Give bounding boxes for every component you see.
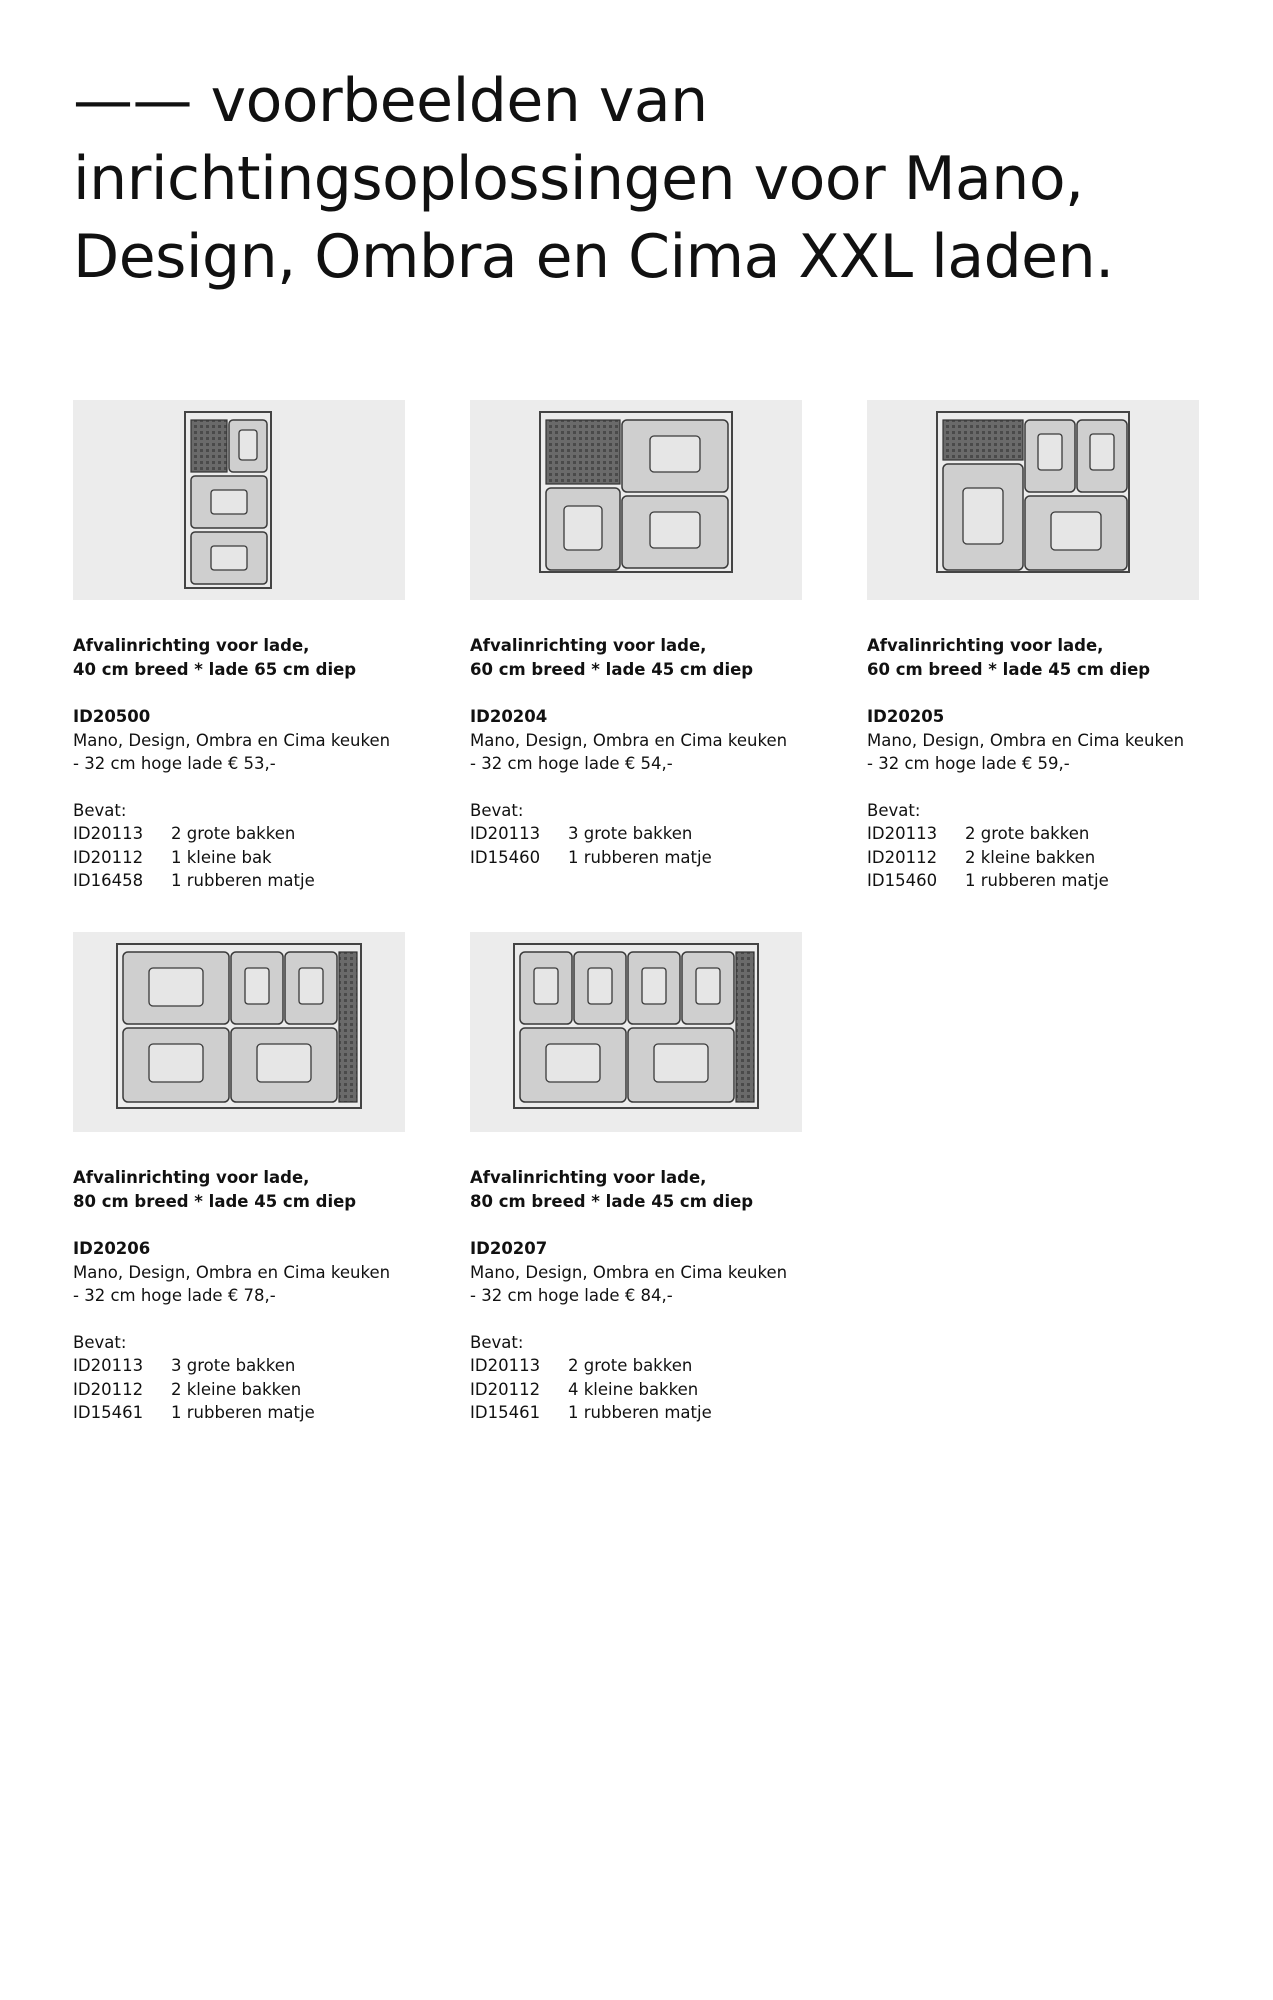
page-title: —— voorbeelden van inrichtingsoplossingen voor Mano, Design, Ombra en Cima XXL laden. [73,66,1114,292]
product-card-id20207 [470,932,850,1425]
contents-row: ID15461 1 rubberen matje [470,1403,712,1422]
contents-row: ID20113 2 grote bakken [470,1356,693,1375]
product-description: Mano, Design, Ombra en Cima keuken - 32 cm hoge lade € 53,- [73,730,391,773]
product-heading: Afvalinrichting voor lade, 40 cm breed * lade 65 cm diep [73,636,357,679]
product-heading: Afvalinrichting voor lade, 60 cm breed * lade 45 cm diep [470,636,754,679]
contents-row: ID15461 1 rubberen matje [73,1403,315,1422]
product-id: ID20204 [470,707,548,726]
product-id: ID20500 [73,707,151,726]
contents-row: ID15460 1 rubberen matje [470,847,712,867]
contents-row: ID20112 4 kleine bakken [470,1379,699,1399]
product-card-id20206 [73,932,453,1425]
product-heading: Afvalinrichting voor lade, 80 cm breed * lade 45 cm diep [470,1168,754,1211]
product-description: Mano, Design, Ombra en Cima keuken - 32 cm hoge lade € 78,- [73,1262,391,1305]
contents-row: ID20112 2 kleine bakken [867,847,1096,867]
product-heading: Afvalinrichting voor lade, 80 cm breed * lade 45 cm diep [73,1168,357,1211]
contains-label: Bevat: [73,800,127,820]
drawer-layout-image [73,400,405,600]
drawer-layout-image [470,400,802,600]
drawer-layout-image [73,932,405,1132]
contents-row: ID16458 1 rubberen matje [73,871,315,890]
contents-row: ID20113 3 grote bakken [73,1356,296,1375]
contents-row: ID20113 2 grote bakken [867,824,1090,843]
product-id: ID20206 [73,1239,151,1258]
contains-label: Bevat: [470,800,524,820]
contains-label: Bevat: [73,1332,127,1352]
product-heading: Afvalinrichting voor lade, 60 cm breed * lade 45 cm diep [867,636,1151,679]
contents-row: ID20112 1 kleine bak [73,847,272,867]
product-card-id20500 [73,400,453,893]
contents-row: ID20113 3 grote bakken [470,824,693,843]
drawer-layout-image [470,932,802,1132]
product-description: Mano, Design, Ombra en Cima keuken - 32 cm hoge lade € 84,- [470,1262,788,1305]
product-card-id20205 [867,400,1247,893]
product-id: ID20205 [867,707,945,726]
contains-label: Bevat: [867,800,921,820]
contents-row: ID15460 1 rubberen matje [867,871,1109,890]
product-description: Mano, Design, Ombra en Cima keuken - 32 cm hoge lade € 54,- [470,730,788,773]
contains-label: Bevat: [470,1332,524,1352]
drawer-layout-image [867,400,1199,600]
product-id: ID20207 [470,1239,548,1258]
product-card-id20204 [470,400,850,869]
product-description: Mano, Design, Ombra en Cima keuken - 32 cm hoge lade € 59,- [867,730,1185,773]
contents-row: ID20112 2 kleine bakken [73,1379,302,1399]
contents-row: ID20113 2 grote bakken [73,824,296,843]
